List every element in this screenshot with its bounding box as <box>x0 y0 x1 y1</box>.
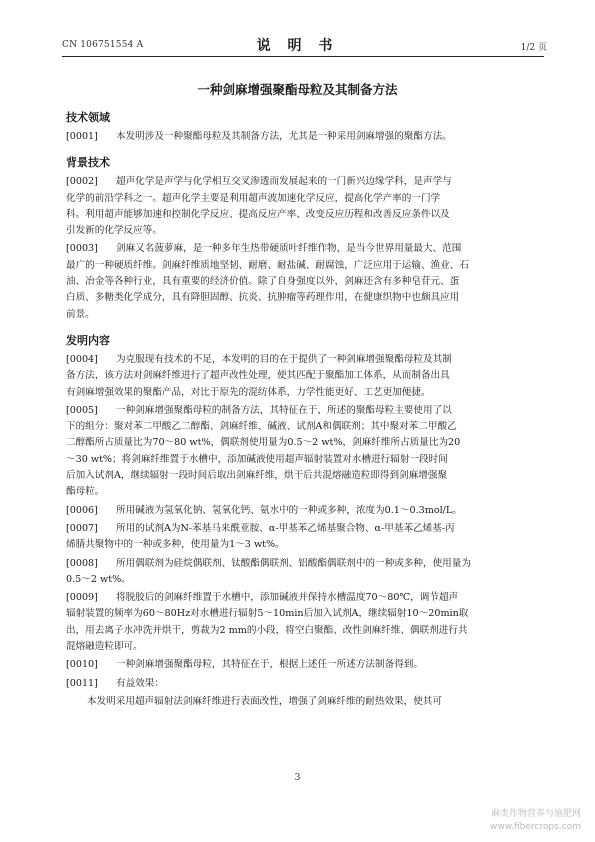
paragraph-line: 辐射装置的频率为60～80Hz对水槽进行辐射5～10min后加入试剂A，继续辐射10～20min取 <box>66 608 469 620</box>
paragraph-line: ～30 wt%；将剑麻纤维置于水槽中，添加碱液使用超声辐射装置对水槽进行辐射一段时间 <box>66 453 448 465</box>
paragraph <box>66 521 542 554</box>
section-spacer <box>66 147 542 155</box>
paragraph-line: 科。利用超声能够加速和控制化学反应、提高反应产率、改变反应历程和改善反应条件以及 <box>66 208 450 220</box>
paragraph-first-line <box>66 676 542 692</box>
paragraph-line: 油、冶金等各种行业，具有重要的经济价值。除了自身强度以外，剑麻还含有多种皂苷元、蛋 <box>66 276 460 288</box>
paragraph-first-line <box>66 241 542 257</box>
paragraph-line: 酯母粒。 <box>66 486 105 498</box>
paragraph-lead-text: 有益效果： <box>116 677 164 689</box>
paragraph-lead-text: 所用的试剂A为N-苯基马来酰亚胺、α-甲基苯乙烯基聚合物、α-甲基苯乙烯基-丙 <box>116 522 455 534</box>
paragraph-lead-text: 剑麻又名菠萝麻，是一种多年生热带硬质叶纤维作物，是当今世界用量最大、范围 <box>116 243 462 255</box>
paragraph-line: 烯腈共聚物中的一种或多种，使用量为1～3 wt%。 <box>66 539 285 551</box>
paragraph-first-line <box>66 503 542 519</box>
paragraph-number: [0009] <box>66 592 98 604</box>
paragraph-line: 备方法，该方法对剑麻纤维进行了超声改性处理，使其匹配于聚酯加工体系，从而制备出具 <box>66 370 450 382</box>
paragraph-line: 0.5～2 wt%。 <box>66 573 131 585</box>
paragraph <box>66 403 542 501</box>
section-heading: 背景技术 <box>66 156 110 170</box>
page-number: 3 <box>294 772 301 783</box>
paragraph-first-line <box>66 657 542 673</box>
paragraph-number: [0003] <box>66 243 98 255</box>
paragraph-number: [0004] <box>66 353 98 365</box>
paragraph <box>66 129 542 145</box>
paragraph-number: [0001] <box>66 131 98 142</box>
paragraph-lead-text: 一种剑麻增强聚酯母粒的制备方法，其特征在于，所述的聚酯母粒主要使用了以 <box>116 404 452 416</box>
paragraph <box>66 503 542 519</box>
paragraph-lead-text: 一种剑麻增强聚酯母粒，其特征在于，根据上述任一所述方法制备得到。 <box>116 659 423 671</box>
paragraph-number: [0007] <box>66 522 98 534</box>
header-divider <box>62 56 544 57</box>
paragraph-number: [0005] <box>66 404 98 416</box>
paragraph-line: 有剑麻增强效果的聚酯产品，对比于原先的混纺体系，力学性能更好、工艺更加便捷。 <box>66 386 431 398</box>
paragraph-first-line <box>66 352 542 368</box>
paragraph-number: [0011] <box>66 677 98 689</box>
paragraph-line: 引发新的化学反应等。 <box>66 225 162 237</box>
paragraph-line: 后加入试剂A，继续辐射一段时间后取出剑麻纤维，烘干后共混熔融造粒即得到剑麻增强聚 <box>66 470 448 482</box>
document-number: CN 106751554 A <box>62 40 144 50</box>
paragraph-first-line <box>66 403 542 419</box>
paragraph <box>66 352 542 401</box>
paragraph-lead-text: 将脱胶后的剑麻纤维置于水槽中，添加碱液并保持水槽温度70～80℃，调节超声 <box>116 592 459 604</box>
final-line: 本发明采用超声辐射法剑麻纤维进行表面改性，增强了剑麻纤维的耐热效果，使其可 <box>87 695 442 707</box>
paragraph-lead-text: 所用碱液为氢氧化钠、氢氧化钙、氨水中的一种或多种，浓度为0.1～0.3mol/L。 <box>116 504 462 516</box>
document-type-heading: 说 明 书 <box>256 38 339 54</box>
paragraph-lead-text: 为克服现有技术的不足，本发明的目的在于提供了一种剑麻增强聚酯母粒及其制 <box>116 353 452 365</box>
paragraph-line: 化学的前沿学科之一。超声化学主要是利用超声波加速化学反应，提高化学产率的一门学 <box>66 192 441 204</box>
paragraph <box>66 676 542 692</box>
paragraph-first-line <box>66 174 542 190</box>
paragraph-lead-text: 本发明涉及一种聚酯母粒及其制备方法，尤其是一种采用剑麻增强的聚酯方法。 <box>116 131 452 142</box>
paragraph-first-line <box>66 556 542 572</box>
paragraph-number: [0008] <box>66 557 98 569</box>
watermark-site-name: 麻类作物营养与施肥网 <box>490 809 581 819</box>
paragraph-lead-text: 所用偶联剂为硅烷偶联剂、钛酸酯偶联剂、铝酸酯偶联剂中的一种或多种，使用量为 <box>116 557 471 569</box>
paragraph-first-line <box>66 521 542 537</box>
paragraph-line: 出，用去离子水冲洗并烘干，剪裁为2 mm的小段，将空白聚酯、改性剑麻纤维、偶联剂进行共 <box>66 624 468 636</box>
paragraph-line: 混熔融造粒即可。 <box>66 641 143 653</box>
watermark-url: www.fibercrops.com <box>490 822 581 832</box>
paragraph <box>66 556 542 589</box>
document-title: 一种剑麻增强聚酯母粒及其制备方法 <box>197 82 398 97</box>
paragraph-number: [0006] <box>66 504 98 516</box>
paragraph <box>66 657 542 673</box>
section-spacer <box>66 325 542 333</box>
watermark <box>490 808 581 834</box>
section-heading: 技术领域 <box>66 111 110 124</box>
paragraph-first-line <box>66 129 542 145</box>
section-heading: 发明内容 <box>66 333 110 347</box>
paragraph-first-line <box>66 590 542 606</box>
paragraph-line: 前景。 <box>66 308 95 320</box>
paragraph-number: [0002] <box>66 176 98 188</box>
page-info: 1/2 页 <box>520 43 547 53</box>
paragraph-number: [0010] <box>66 659 98 671</box>
paragraph-lead-text: 超声化学是声学与化学相互交叉渗透而发展起来的一门新兴边缘学科，是声学与 <box>116 176 452 188</box>
paragraph-line: 白质、多糖类化学成分，具有降胆固醇、抗炎、抗肿瘤等药理作用，在健康织物中也颇具应用 <box>66 292 460 304</box>
paragraph <box>66 590 542 655</box>
paragraph-line: 二醇酯所占质量比为70～80 wt%，偶联剂使用量为0.5～2 wt%，剑麻纤维所占质量比为20 <box>66 437 461 449</box>
paragraph-line: 下的组分：聚对苯二甲酸乙二醇酯、剑麻纤维、碱液、试剂A和偶联剂；其中聚对苯二甲酸乙 <box>66 421 457 433</box>
paragraph <box>66 174 542 239</box>
paragraph <box>66 241 542 322</box>
document-body <box>66 110 542 710</box>
paragraph-line: 最广的一种硬质纤维。剑麻纤维质地坚韧、耐磨、耐盐碱、耐腐蚀，广泛应用于运输、渔业、石 <box>66 259 469 271</box>
